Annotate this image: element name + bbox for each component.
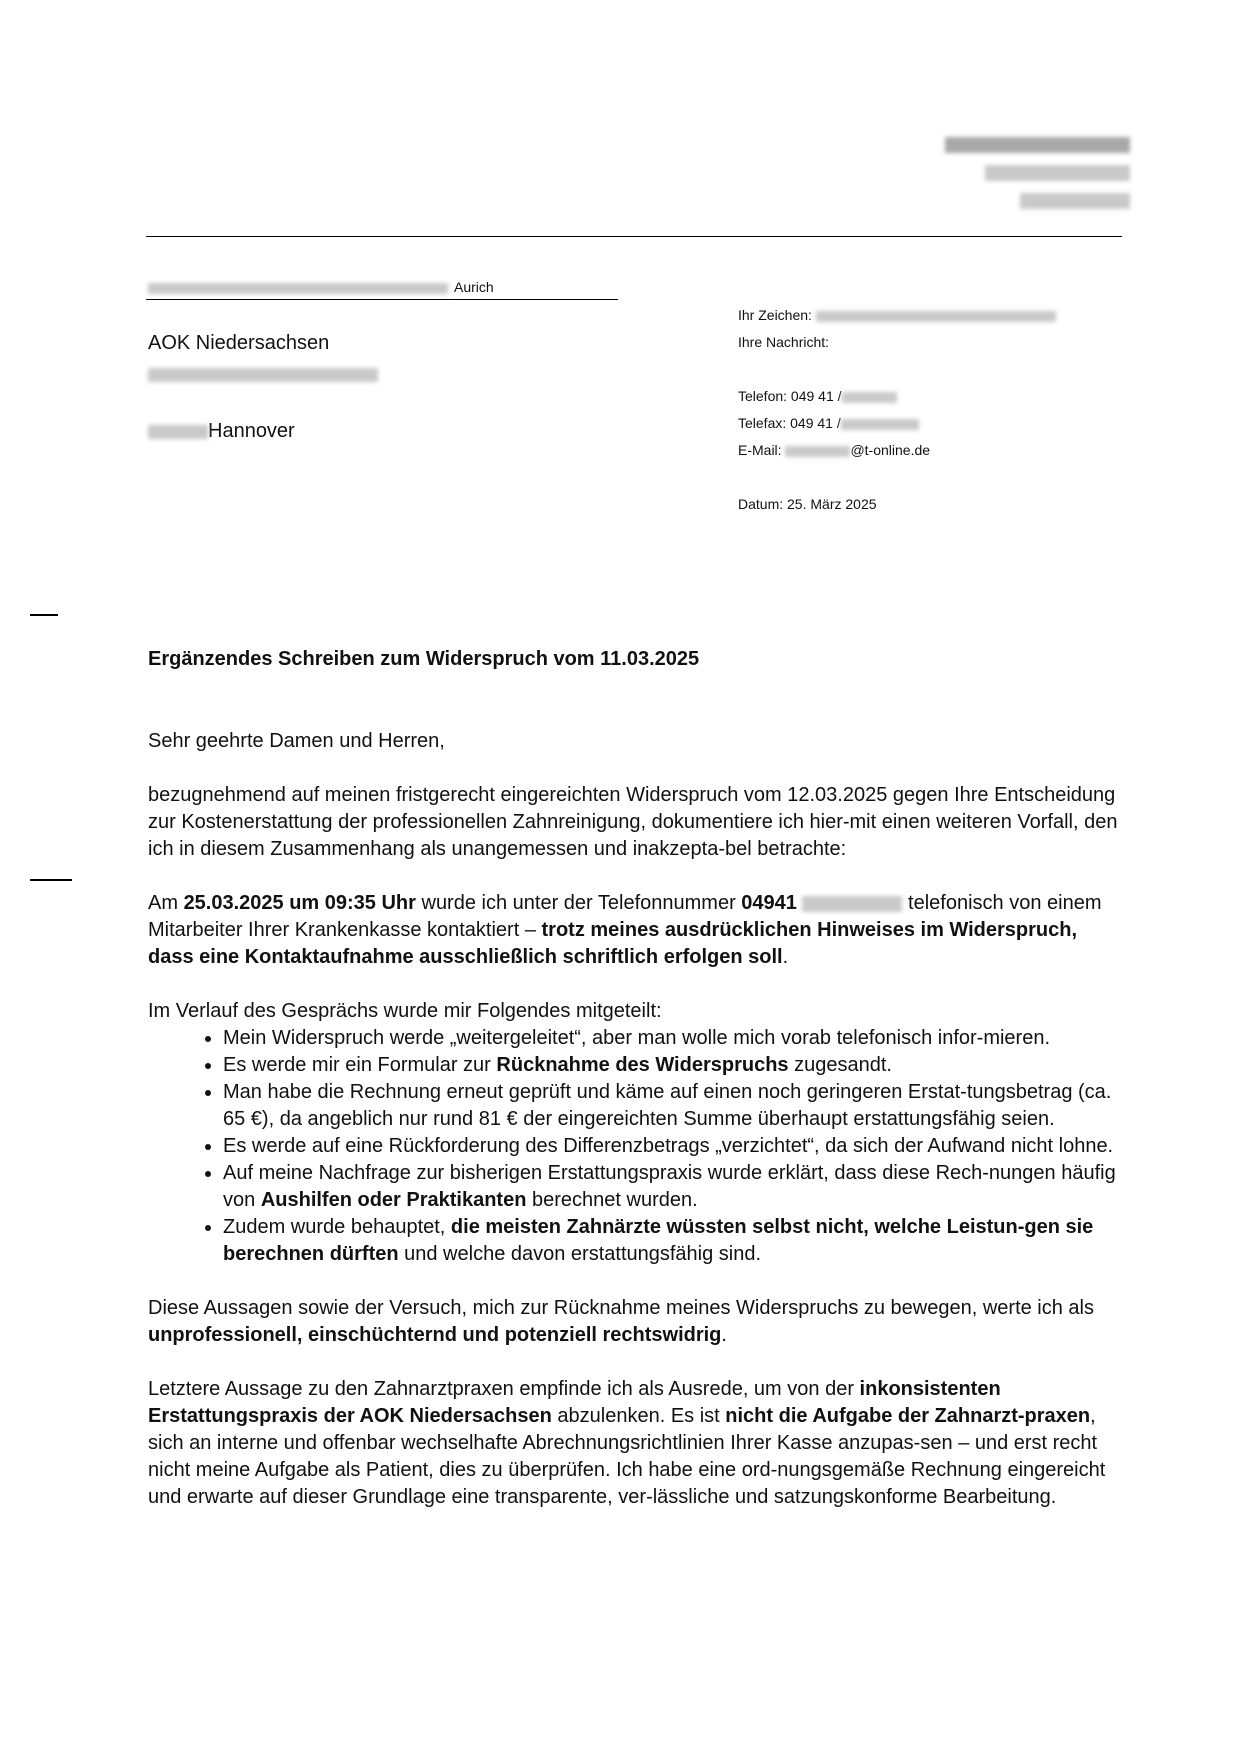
reference-info	[738, 302, 1056, 518]
return-address-line	[148, 279, 618, 295]
letter-subject: Ergänzendes Schreiben zum Widerspruch vom 11.03.2025	[148, 648, 700, 670]
list-item: • Es werde mir ein Formular zur Rücknahme des Widerspruchs zugesandt.	[223, 1052, 1128, 1079]
email-label: E-Mail:	[738, 442, 782, 458]
ihr-zeichen-redacted	[816, 311, 1056, 322]
paragraph-3: Diese Aussagen sowie der Versuch, mich zur Rücknahme meines Widerspruchs zu bewegen, werte ich als unprofessionell, einschüchternd und potenziell rechtswidrig.	[148, 1297, 1094, 1346]
ihr-zeichen-label: Ihr Zeichen:	[738, 307, 812, 323]
sender-city-redacted	[1020, 193, 1130, 209]
return-address-underline	[146, 299, 618, 300]
salutation: Sehr geehrte Damen und Herren,	[148, 730, 445, 752]
list-item: • Auf meine Nachfrage zur bisherigen Erstattungspraxis wurde erklärt, dass diese Rech-nungen häufig von Aushilfen oder Praktikanten berechnet wurden.	[223, 1160, 1128, 1214]
list-item: • Zudem wurde behauptet, die meisten Zahnärzte wüssten selbst nicht, welche Leistun-gen sie berechnen dürften und welche davon erstattungsfähig sind.	[223, 1214, 1128, 1268]
sender-address	[910, 136, 1130, 220]
recipient-street-redacted	[148, 368, 378, 382]
return-address-redacted	[148, 283, 448, 294]
ihre-nachricht-label: Ihre Nachricht:	[738, 334, 830, 350]
paragraph-4: Letztere Aussage zu den Zahnarztpraxen empfinde ich als Ausrede, um von der inkonsistenten Erstattungspraxis der AOK Niedersachsen abzulenken. Es ist nicht die Aufgabe der Zahnarzt-praxen, sich an interne und offenbar wechselhafte Abrechnungsrichtlinien Ihrer Kasse anzupas-sen – und erst recht nicht meine Aufgabe als Patient, dies zu überprüfen. Ich habe eine ord-nungsgemäße Rechnung eingereicht und erwarte auf dieser Grundlage eine transparente, ver-lässliche und satzungskonforme Bearbeitung.	[148, 1378, 1106, 1508]
sender-name-redacted	[945, 137, 1130, 153]
telefon-redacted	[842, 392, 897, 403]
recipient-address	[148, 328, 378, 447]
list-item: • Mein Widerspruch werde „weitergeleitet“, aber man wolle mich vorab telefonisch infor-mieren.	[223, 1025, 1128, 1052]
statement-list	[148, 1025, 1128, 1268]
email-domain: @t-online.de	[850, 442, 931, 458]
sender-street-redacted	[985, 165, 1130, 181]
paragraph-2: Am 25.03.2025 um 09:35 Uhr wurde ich unter der Telefonnummer 04941 telefonisch von einem Mitarbeiter Ihrer Krankenkasse kontaktiert – trotz meines ausdrücklichen Hinweises im Widerspruch, dass eine Kontaktaufnahme ausschließlich schriftlich erfolgen soll.	[148, 892, 1102, 968]
email-user-redacted	[785, 446, 850, 457]
telefax-redacted	[841, 419, 919, 430]
header-divider	[146, 236, 1122, 237]
list-intro: Im Verlauf des Gesprächs wurde mir Folgendes mitgeteilt:	[148, 1000, 662, 1022]
list-item: • Es werde auf eine Rückforderung des Differenzbetrags „verzichtet“, da sich der Aufwand nicht lohne.	[223, 1133, 1128, 1160]
paragraph-1: bezugnehmend auf meinen fristgerecht eingereichten Widerspruch vom 12.03.2025 gegen Ihre Entscheidung zur Kostenerstattung der professionellen Zahnreinigung, dokumentiere ich hier-mit einen weiteren Vorfall, den ich in diesem Zusammenhang als unangemessen und inakzepta-bel betrachte:	[148, 784, 1118, 860]
return-city: Aurich	[454, 279, 494, 295]
recipient-city: Hannover	[208, 420, 295, 442]
list-item: • Man habe die Rechnung erneut geprüft und käme auf einen noch geringeren Erstat-tungsbetrag (ca. 65 €), da angeblich nur rund 81 € der eingereichten Summe überhaupt erstattungsfähig seien.	[223, 1079, 1128, 1133]
letter-date: Datum: 25. März 2025	[738, 496, 877, 512]
telefax-label: Telefax: 049 41 /	[738, 415, 841, 431]
letter-body	[148, 728, 1128, 1538]
fold-mark	[30, 614, 58, 616]
phone-number-redacted	[802, 896, 902, 912]
punch-mark	[30, 879, 72, 881]
recipient-zip-redacted	[148, 425, 208, 439]
recipient-name: AOK Niedersachsen	[148, 332, 330, 354]
telefon-label: Telefon: 049 41 /	[738, 388, 842, 404]
